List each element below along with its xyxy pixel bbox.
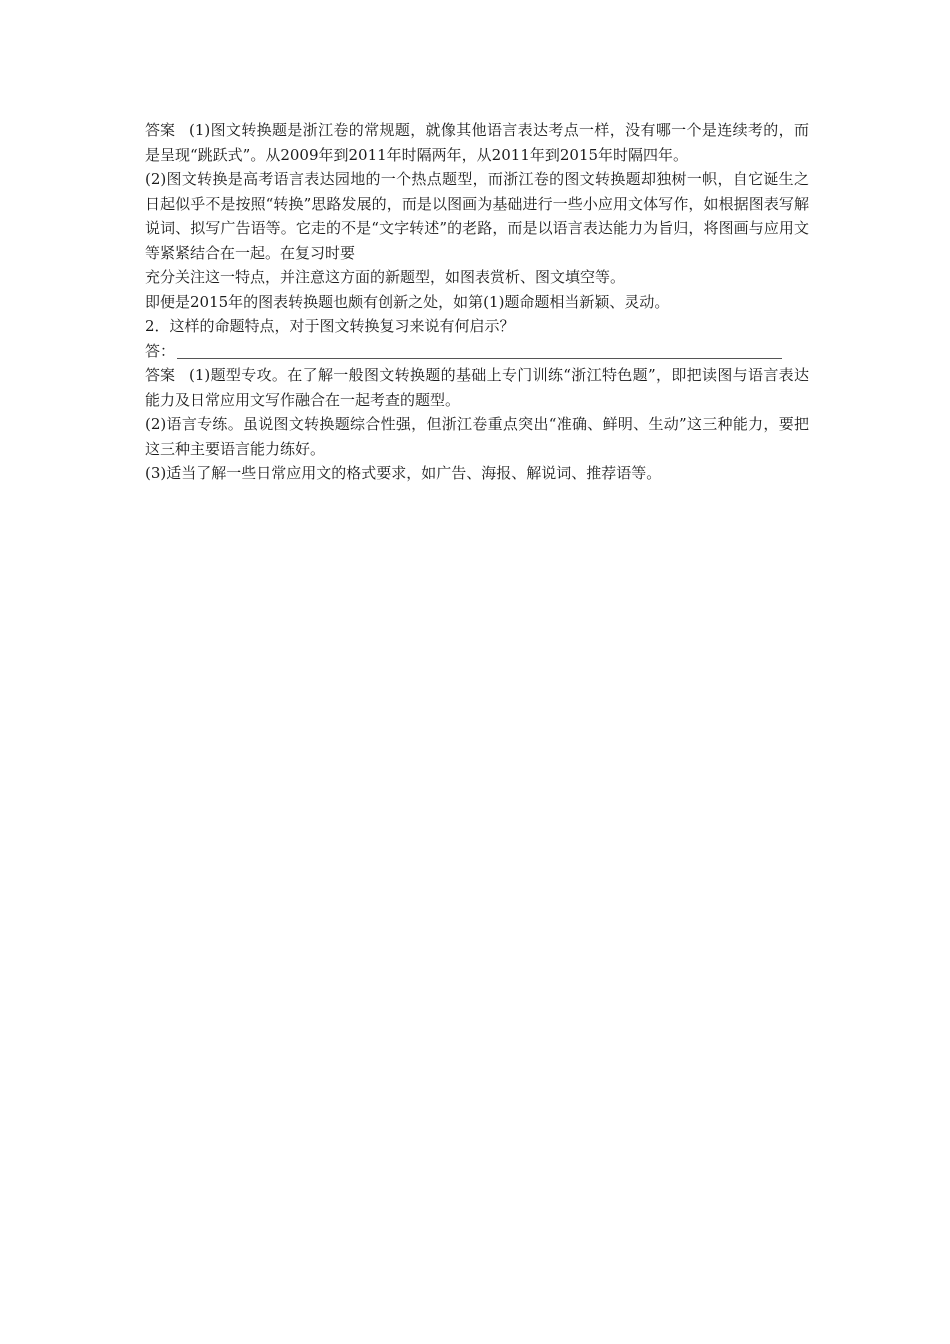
document-body (145, 118, 809, 486)
answer-label: 答案 (145, 121, 176, 139)
answer-2-blank-row (145, 339, 809, 364)
question-2: 2．这样的命题特点，对于图文转换复习来说有何启示？ (145, 317, 515, 335)
answer-prompt: 答： (145, 341, 176, 360)
answer-1-paragraph-4: 即便是2015年的图表转换题也颇有创新之处，如第(1)题命题相当新颖、灵动。 (145, 292, 670, 311)
answer-2-paragraph-1 (145, 363, 809, 412)
answer-1-paragraph-1 (145, 118, 809, 167)
answer-1-text-1: (1)图文转换题是浙江卷的常规题，就像其他语言表达考点一样，没有哪一个是连续考的，而是呈现“跳跃式”。从2009年到2011年时隔两年，从2011年到2015年时隔四年。 (145, 121, 809, 164)
answer-1-paragraph-3: 充分关注这一特点，并注意这方面的新题型，如图表赏析、图文填空等。 (145, 268, 626, 286)
answer-2-paragraph-2: (2)语言专练。虽说图文转换题综合性强，但浙江卷重点突出“准确、鲜明、生动”这三种能力，要把这三种主要语言能力练好。 (145, 415, 809, 458)
answer-2-text-1: (1)题型专攻。在了解一般图文转换题的基础上专门训练“浙江特色题”，即把读图与语言表达能力及日常应用文写作融合在一起考查的题型。 (145, 366, 809, 409)
answer-2-paragraph-3: (3)适当了解一些日常应用文的格式要求，如广告、海报、解说词、推荐语等。 (145, 464, 662, 482)
answer-1-paragraph-2: (2)图文转换是高考语言表达园地的一个热点题型，而浙江卷的图文转换题却独树一帜，自它诞生之日起似乎不是按照“转换”思路发展的，而是以图画为基础进行一些小应用文体写作，如根据图表写解说词、拟写广告语等。它走的不是“文字转述”的老路，而是以语言表达能力为旨归，将图画与应用文等紧紧结合在一起。在复习时要 (145, 170, 809, 262)
answer-blank-line[interactable] (177, 343, 782, 359)
answer-label: 答案 (145, 366, 176, 384)
